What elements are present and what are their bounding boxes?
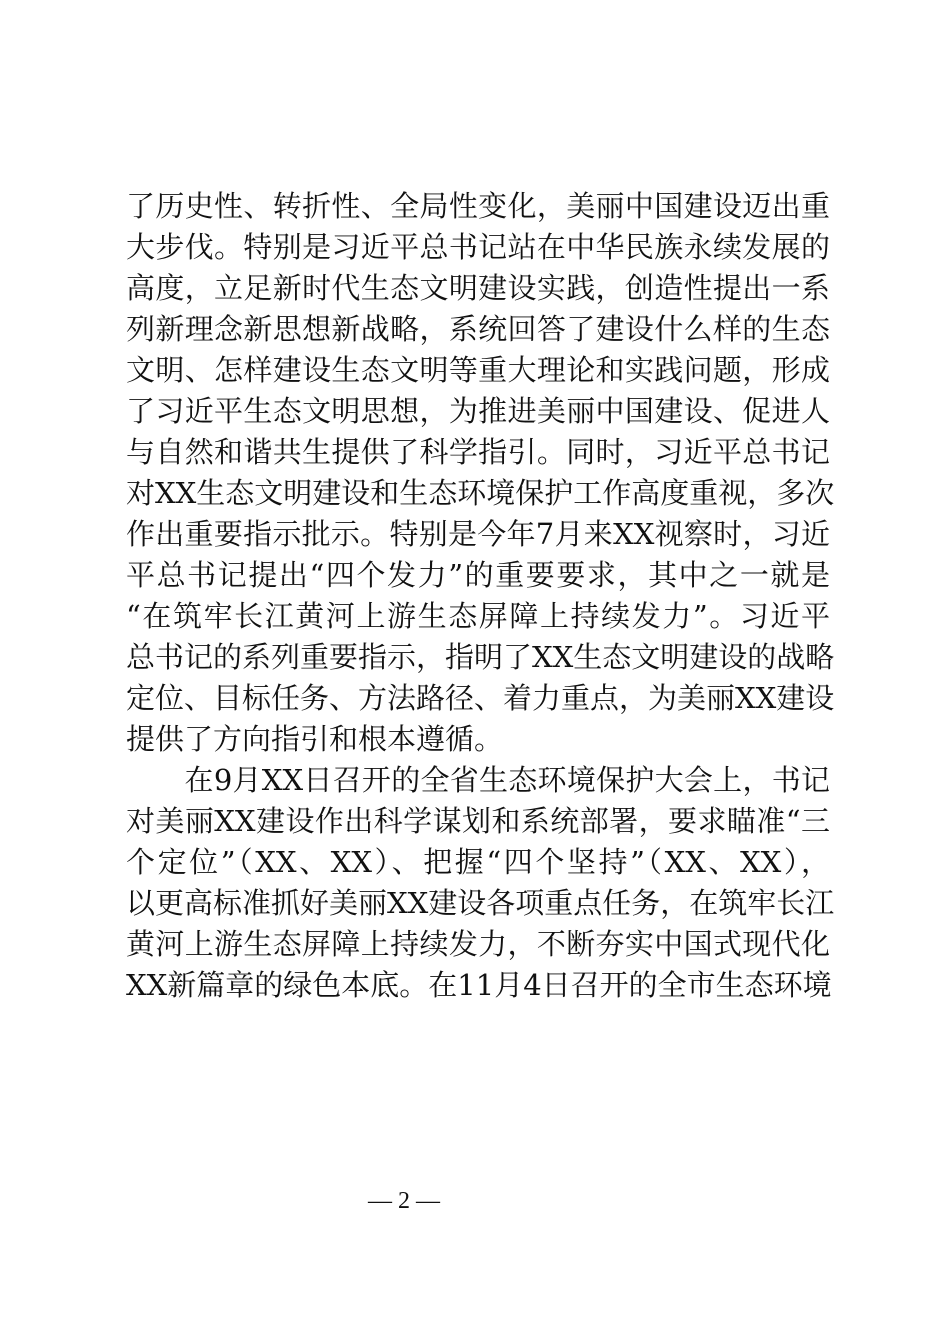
text-line: 文明、怎样建设生态文明等重大理论和实践问题，形成 bbox=[126, 353, 830, 387]
text-line: XX新篇章的绿色本底。在11月4日召开的全市生态环境 bbox=[126, 968, 832, 1002]
text-line: 个定位”（XX、XX）、把握“四个坚持”（XX、XX）， bbox=[126, 845, 830, 879]
text-line: 了历史性、转折性、全局性变化，美丽中国建设迈出重 bbox=[126, 189, 830, 223]
text-line: 平总书记提出“四个发力”的重要要求，其中之一就是 bbox=[126, 558, 830, 592]
text-line: 定位、目标任务、方法路径、着力重点，为美丽XX建设 bbox=[126, 681, 835, 715]
text-line: 黄河上游生态屏障上持续发力，不断夯实中国式现代化 bbox=[126, 927, 830, 961]
text-line: 大步伐。特别是习近平总书记站在中华民族永续发展的 bbox=[126, 230, 830, 264]
text-line: 列新理念新思想新战略，系统回答了建设什么样的生态 bbox=[126, 312, 830, 346]
text-line: 了习近平生态文明思想，为推进美丽中国建设、促进人 bbox=[126, 394, 830, 428]
text-line: 对XX生态文明建设和生态环境保护工作高度重视，多次 bbox=[126, 476, 835, 510]
text-line: “在筑牢长江黄河上游生态屏障上持续发力”。习近平 bbox=[126, 599, 830, 633]
page-number: — 2 — bbox=[368, 1188, 440, 1214]
text-line: 以更高标准抓好美丽XX建设各项重点任务，在筑牢长江 bbox=[126, 886, 835, 920]
text-line: 作出重要指示批示。特别是今年7月来XX视察时，习近 bbox=[126, 517, 830, 551]
text-line: 总书记的系列重要指示，指明了XX生态文明建设的战略 bbox=[126, 640, 835, 674]
text-line: 提供了方向指引和根本遵循。 bbox=[126, 722, 504, 756]
paragraph-start-line: 在9月XX日召开的全省生态环境保护大会上，书记 bbox=[126, 763, 830, 797]
text-line: 对美丽XX建设作出科学谋划和系统部署，要求瞄准“三 bbox=[126, 804, 830, 838]
text-line: 高度，立足新时代生态文明建设实践，创造性提出一系 bbox=[126, 271, 830, 305]
text-line: 与自然和谐共生提供了科学指引。同时，习近平总书记 bbox=[126, 435, 830, 469]
